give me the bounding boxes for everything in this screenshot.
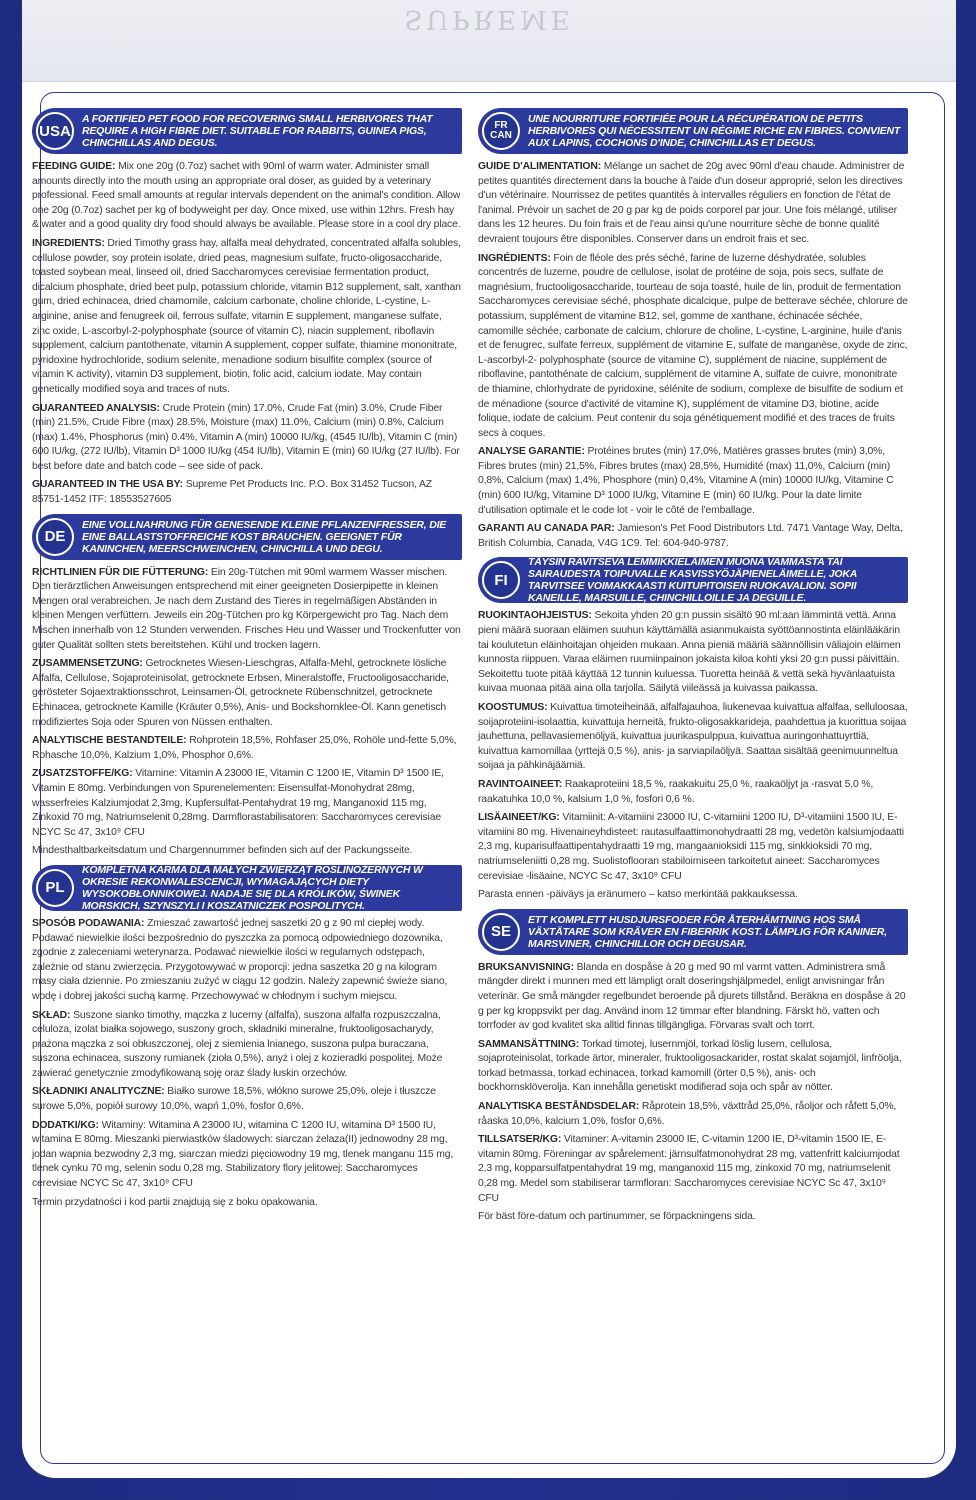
country-badge-fr-can: FR CAN (482, 112, 520, 150)
section-fi (478, 557, 908, 902)
banner-text: ETT KOMPLETT HUSDJURSFODER FÖR ÅTERHÄMTNING HOS SMÅ VÄXTÄTARE SOM KRÄVER EN FIBERRIK KOST. LÄMPLIG FÖR KANINER, MARSVINER, CHINCHILLOR OCH DEGUSAR. (528, 913, 887, 950)
country-badge-usa: USA (36, 112, 74, 150)
ingredients: ZUSAMMENSETZUNG: Getrocknetes Wiesen-Lieschgras, Alfalfa-Mehl, getrocknete lösliche Alfalfa, Cellulose, Sojaproteinisolat, getrocknete Erbsen, Mineralstoffe, Fructooligosaccharide, gerösteter Sojaextraktionsschrot, Leinsamen-Öl, getrocknete Rübenschnitzel, getrocknete Echinacea, getrocknete Kamille (Kräuter 0,5%), Anis- und Bockshornklee-Öl. Kann genetisch modifiziertes Soja oder Spuren von Nüssen enthalten. (32, 658, 449, 728)
guarantor: GARANTI AU CANADA PAR: Jamieson's Pet Food Distributors Ltd. 7471 Vantage Way, Delta, British Columbia, Canada, V4G 1C9. Tel: 604-940-9787. (478, 523, 903, 549)
country-badge-se: SE (482, 913, 520, 951)
banner-de (32, 514, 462, 560)
ingredients: INGRÉDIENTS: Foin de fléole des prés séché, farine de luzerne déshydratée, solubles concentrés de luzerne, poudre de cellulose, isolat de protéine de soja, pois secs, sulfate de magnésium, fructooligosaccharide, tourteau de soja toasté, huile de lin, produit de fermentation Saccharomyces cerevisiae séché, phosphate dicalcique, pulpe de betterave séchée, chlorure de potassium, supplément de vitamine B12, sel, gomme de xanthane, échinacée séchée, camomille séchée, carbonate de calcium, chlorure de choline, L-cystine, L-arginine, huile d'anis et de fenugrec, sulfate ferreux, supplément de vitamine E, sulfate de manganèse, oxyde de zinc, L-ascorbyl-2- polyphosphate (source de vitamine C), supplément de niacine, supplément de riboflavine, pantothénate de calcium, supplément de vitamine A, sulfate de cuivre, mononitrate de thiamine, chlorhydrate de pyridoxine, sélénite de sodium, complexe de bisulfite de sodium et de ménadione (source d'activité de vitamine K), supplément de vitamine D3, biotine, acide folique, iodate de calcium. Peut contenir du soja génétiquement modifié et des traces de fruits secs à coques. (478, 252, 908, 439)
feeding-guide: RUOKINTAOHJEISTUS: Sekoita yhden 20 g:n pussin sisältö 90 ml:aan lämmintä vettä. Anna pieni määrä suoraan eläimen suuhun käyttämällä asianmukaista syöttöannostinta eläinlääkärin tai koulutetun eläinhoitajan ohjeiden mukaan. Anna pieniä määriä säännöllisin väliajoin eläimen kunnosta riippuen. Varaa eläimen ruumiinpainon jokaista kiloa kohti yksi 20 g:n pussi päivittäin. Sekoitettu tuote pitää käyttää 12 tunnin kuluessa. Tuoretta heinää & vettä sekä hyvänlaatuista kuivaa muonaa pitää aina olla tarjolla. Säilytä viileässä ja kuivassa paikassa. (478, 610, 901, 695)
best-before-note: För bäst före-datum och partinummer, se förpackningens sida. (478, 1211, 756, 1223)
analysis: ANALYTISKA BESTÅNDSDELAR: Råprotein 18,5%, växttråd 25,0%, råoljor och råfett 5,0%, råaska 10,0%, kalcium 1,0%, fosfor 0,6%. (478, 1101, 897, 1127)
additives: LISÄAINEET/KG: Vitamiinit: A-vitamiini 23000 IU, C-vitamiini 1200 IU, D³-vitamiini 1500 IU, E-vitamiini 80 mg. Hivenaineyhdisteet: rautasulfaattimonohydraatti 28 mg, vedetön kalsiumjodaatti 2,3 mg, kuparisulfaattipentahydraatti 19 mg, mangaanioksidi 115 mg, sinkkioksidi 70 mg, natriumseleniitti 0,28 mg. Suolistoflooran stabiloimiseen tarkoitetut aineet: Saccharomyces cerevisiae -lisäaine, NCYC Sc 47, 3x10⁹ CFU (478, 812, 904, 882)
section-usa (32, 108, 462, 508)
best-before-note: Mindesthaltbarkeitsdatum und Chargennummer befinden sich auf der Packungsseite. (32, 845, 413, 857)
additives: ZUSATZSTOFFE/KG: Vitamine: Vitamin A 23000 IE, Vitamin C 1200 IE, Vitamin D³ 1500 IE, Vitamin E 80mg. Verbindungen von Spurenelementen: Eisensulfat-Monohydrat 28mg, wasserfreies Kalziumjodat 2,3mg, Kupfersulfat-Pentahydrat 19 mg, Manganoxid 115 mg, Zinkoxid 70 mg, Natriumselenit 0,28mg. Darmflorastabilisatoren: Saccharomyces cerevisiae NCYC Sc 47, 3x10⁹ CFU (32, 768, 444, 838)
right-column (478, 108, 908, 1231)
ingredients: KOOSTUMUS: Kuivattua timoteiheinää, alfalfajauhoa, liukenevaa kuivattua alfalfaa, selluloosaa, soijaproteiini-isolaattia, kuivattuja herneitä, frukto-oligosakkarideja, paahdettua ja kuorittua soijaa jauhettuna, pellavasiemenöljyä, kuivattua juurikaspulppua, kuivattua auringonhattuyrttiä, kuivattua kamomillaa (yrttejä 0,5 %), anis- ja sarviapilaöljyä. Saattaa sisältää geenimuunneltua soijaa ja pähkinäjäämiä. (478, 702, 908, 772)
country-badge-de: DE (36, 518, 74, 556)
ingredients: INGREDIENTS: Dried Timothy grass hay, alfalfa meal dehydrated, concentrated alfalfa solubles, cellulose powder, soy protein isolate, dried peas, magnesium sulfate, fructo-oligosaccharide, toasted soybean meal, linseed oil, dried Saccharomyces cerevisiae fermentation product, dicalcium phosphate, dried beet pulp, potassium chloride, vitamin B12 supplement, salt, xanthan gum, dried echinacea, dried chamomile, calcium carbonate, choline chloride, L-cystine, L-arginine, anise and fenugreek oil, ferrous sulfate, vitamin E supplement, manganese sulfate, zinc oxide, L-ascorbyl-2-polyphosphate (source of vitamin C), niacin supplement, riboflavin supplement, calcium pantothenate, vitamin A supplement, copper sulfate, thiamine mononitrate, pyridoxine hydrochloride, sodium selenite, menadione sodium bisulfite complex (source of vitamin K activity), vitamin D3 supplement, biotin, folic acid, calcium iodate. May contain genetically modified soya and traces of nuts. (32, 237, 461, 395)
banner-fr (478, 108, 908, 154)
feeding-guide: RICHTLINIEN FÜR DIE FÜTTERUNG: Ein 20g-Tütchen mit 90ml warmem Wasser mischen. Den tierärztlichen Anweisungen entsprechend mit einer geeigneten Dosierpipette in kleinen Mengen oral verabreichen. Je nach dem Zustand des Tieres in regelmäßigen Abständen in kleinen Mengen verfüttern. Jeweils ein 20g-Tütchen pro kg Körpergewicht pro Tag. Nach dem Mischen innerhalb von 12 Stunden verwenden. Frisches Heu und Wasser und Trockenfutter von guter Qualität sollten stets bereitstehen. Kühl und trocken lagern. (32, 566, 461, 651)
additives: TILLSATSER/KG: Vitaminer: A-vitamin 23000 IE, C-vitamin 1200 IE, D³-vitamin 1500 IE, E-vitamin 80mg. Föreningar av spårelement: järnsulfatmonohydrat 28 mg, vattenfritt kalciumjodat 2,3 mg, kopparsulfatpentahydrat 19 mg, manganoxid 115 mg, zinkoxid 70 mg, natriumselenit 0,28 mg. Medel som stabiliserar tarmfloran: Saccharomyces cerevisiae NCYC Sc 47, 3x10⁹ CFU (478, 1134, 900, 1204)
ingredients: SKŁAD: Suszone sianko timothy, mączka z lucerny (alfalfa), suszona alfalfa rozpuszczalna, celuloza, izolat białka sojowego, suszony groch, składniki mineralne, fruktooligosacharydy, prażona mączka z soi obłuszczonej, olej z siemienia lnianego, suszona pulpa buraczana, suszona echinacea, suszony rumianek (zioła 0,5%), anyż i olej z kozieradki pospolitej. Może zawierać genetycznie zmodyfikowaną soję oraz ślady łuskin orzechów. (32, 1009, 443, 1079)
best-before-note: Termin przydatności i kod partii znajdują się z boku opakowania. (32, 1196, 318, 1208)
banner-pl (32, 865, 462, 911)
banner-text: TÄYSIN RAVITSEVA LEMMIKKIELÄIMEN MUONA VAMMASTA TAI SAIRAUDESTA TOIPUVALLE KASVISSYÖJÄPIENELÄIMELLE, JOKA TARVITSEE VOIMAKKAASTI KUITUPITOISEN RUOKAVALION. SOPII KANEILLE, MARSUILLE, CHINCHILLOILLE JA DEGUILLE. (528, 556, 857, 605)
best-before-note: Parasta ennen -päiväys ja eränumero – katso merkintää pakkauksessa. (478, 889, 798, 901)
guaranteed-analysis: GUARANTEED ANALYSIS: Crude Protein (min) 17.0%, Crude Fat (min) 3.0%, Crude Fiber (min) 21.5%, Crude Fibre (max) 28.5%, Moisture (max) 11.0%, Calcium (min) 0.8%, Calcium (max) 1.4%, Phosphorus (min) 0.4%, Vitamin A (min) 10000 IU/kg, (4545 IU/lb), Vitamin C (min) 600 IU/kg, (272 IU/lb), Vitamin D³ 1000 IU/kg (454 IU/lb), Vitamin E (min) 60 IU/kg (27 IU/lb). For best before date and batch code – see side of pack. (32, 402, 460, 472)
banner-text: EINE VOLLNAHRUNG FÜR GENESENDE KLEINE PFLANZENFRESSER, DIE EINE BALLASTSTOFFREICHE KOST BRAUCHEN. GEEIGNET FÜR KANINCHEN, MEERSCHWEINCHEN, CHINCHILLA UND DEGU. (82, 518, 447, 555)
analysis: ANALYTISCHE BESTANDTEILE: Rohprotein 18,5%, Rohfaser 25,0%, Rohöle und-fette 5,0%, Rohasche 10,0%, Kalzium 1,0%, Phosphor 0,6%. (32, 735, 457, 761)
banner-se (478, 909, 908, 955)
feeding-guide: FEEDING GUIDE: Mix one 20g (0.7oz) sachet with 90ml of warm water. Administer small amounts directly into the mouth using an appropriate oral doser, as guided by a veterinary professional. Feed small amounts at regular intervals dependent on the animal's condition. Allow one 20g (0.7oz) sachet per kg of bodyweight per day. Once mixed, use within 12hrs. Fresh hay & water and a good quality dry food should always be available. Please store in a cool dry place. (32, 161, 461, 231)
banner-usa (32, 108, 462, 154)
banner-text: KOMPLETNA KARMA DLA MAŁYCH ZWIERZĄT ROŚLINOŻERNYCH W OKRESIE REKONWALESCENCJI, WYMAGAJĄCYCH DIETY WYSOKOBŁONNIKOWEJ. NADAJE SIĘ DLA KRÓLIKÓW, ŚWINEK MORSKICH, SZYNSZYLI I KOSZATNICZEK POSPOLITYCH. (82, 863, 423, 912)
banner-fi (478, 557, 908, 603)
country-badge-pl: PL (36, 869, 74, 907)
left-column (32, 108, 462, 1216)
brand-logo: SUPREME (404, 4, 574, 34)
feeding-guide: SPOSÓB PODAWANIA: Zmieszać zawartość jednej saszetki 20 g z 90 ml ciepłej wody. Podawać niewielkie ilości bezpośrednio do pyszczka za pomocą odpowiedniego dozownika, zgodnie z zaleceniami weterynarza. Podawać niewielkie ilości w regularnych odstępach, zależnie od stanu zwierzęcia. Przygotowywać w proporcji: jedna saszetka 20 g na kilogram masy ciała dziennie. Po zmieszaniu zużyć w ciągu 12 godzin. Należy zapewnić świeże siano, wodę i dobrej jakości suchą karmę. Przechowywać w chłodnym i suchym miejscu. (32, 917, 448, 1002)
top-band (22, 0, 956, 82)
guarantor: GUARANTEED IN THE USA BY: Supreme Pet Products Inc. P.O. Box 31452 Tucson, AZ 85751-1452 ITF: 18553527605 (32, 479, 433, 506)
feeding-guide: GUIDE D'ALIMENTATION: Mélange un sachet de 20g avec 90ml d'eau chaude. Administrer de petites quantités directement dans la bouche à l'aide d'un doseur approprié, selon les directives d'un vétérinaire. Nourrissez de petites quantités à intervalles réguliers en fonction de l'état de l'animal. Prévoir un sachet de 20 g par kg de poids corporel par jour. Une fois mélangé, utiliser dans les 12 heures. Du foin frais et de l'eau ainsi qu'une nourriture sèche de bonne qualité devraient toujours être disponibles. Conserver dans un endroit frais et sec. (478, 161, 905, 245)
section-se (478, 909, 908, 1225)
section-de (32, 514, 462, 859)
banner-text: A FORTIFIED PET FOOD FOR RECOVERING SMALL HERBIVORES THAT REQUIRE A HIGH FIBRE DIET. SUITABLE FOR RABBITS, GUINEA PIGS, CHINCHILLAS AND DEGUS. (82, 113, 433, 149)
guaranteed-analysis: ANALYSE GARANTIE: Protéines brutes (min) 17,0%, Matières grasses brutes (min) 3,0%, Fibres brutes (min) 21,5%, Fibres brutes (max) 28,5%, Humidité (max) 11,0%, Calcium (min) 0,8%, Calcium (max) 1,4%, Phosphore (min) 0,4%, Vitamine A (min) 10000 IU/kg, Vitamine C (min) 600 IU/kg, Vitamine D³ 1000 IU/kg, Vitamine E (min) 60 IU/kg. Pour la date limite d'utilisation optimale et le code lot - voir le côté de l'emballage. (478, 446, 894, 516)
section-pl (32, 865, 462, 1210)
analysis: RAVINTOAINEET: Raakaproteiini 18,5 %, raakakuitu 25,0 %, raakaöljyt ja -rasvat 5,0 %, raakatuhka 10,0 %, kalsium 1,0 %, fosfori 0,6 %. (478, 778, 874, 805)
country-badge-fi: FI (482, 561, 520, 599)
banner-text: UNE NOURRITURE FORTIFIÉE POUR LA RÉCUPÉRATION DE PETITS HERBIVORES QUI NÉCESSITENT UN RÉGIME RICHE EN FIBRES. CONVIENT AUX LAPINS, COCHONS D'INDE, CHINCHILLAS ET DEGUS. (528, 113, 901, 149)
ingredients: SAMMANSÄTTNING: Torkad timotej, lusernmjöl, torkad löslig lusern, cellulosa, sojaproteinisolat, torkade ärtor, mineraler, fruktooligosackarider, rostat skalat sojamjöl, linfröolja, torkad betmassa, torkad echinacea, torkad kamomill (örter 0,5 %), anis- och bockhornsklöverolja. Kan innehålla genetiskt modifierad soja och spår av nötter. (478, 1038, 902, 1094)
section-fr (478, 108, 908, 551)
additives: DODATKI/KG: Witaminy: Witamina A 23000 IU, witamina C 1200 IU, witamina D³ 1500 IU, witamina E 80mg. Mieszanki pierwiastków śladowych: siarczan żelaza(II) jednowodny 28 mg, jodan wapnia bezwodny 2,3 mg, siarczan miedzi pięciowodny 19 mg, tlenek manganu 115 mg, tlenek cynku 70 mg, selenin sodu 0,28 mg. Stabilizatory flory jelitowej: Saccharomyces cerevisiae NCYC Sc 47, 3x10⁹ CFU (32, 1119, 454, 1190)
analysis: SKŁADNIKI ANALITYCZNE: Białko surowe 18,5%, włókno surowe 25,0%, oleje i tłuszcze surowe 5,0%, popiół surowy 10,0%, wapń 1,0%, fosfor 0,6%. (32, 1086, 436, 1113)
feeding-guide: BRUKSANVISNING: Blanda en dospåse à 20 g med 90 ml varmt vatten. Administrera små mängder direkt i munnen med ett lämpligt oralt doseringshjälpmedel, enligt anvisningar från veterinär. Ge små mängder regelbundet beroende på djurets tillstånd. Beräkna en dospåse à 20 g per kg kroppsvikt per dag. Använd inom 12 timmar efter blandning. Färskt hö, vatten och torrfoder av god kvalitet ska alltid finnas tillgängliga. Förvaras svalt och torrt. (478, 961, 906, 1032)
